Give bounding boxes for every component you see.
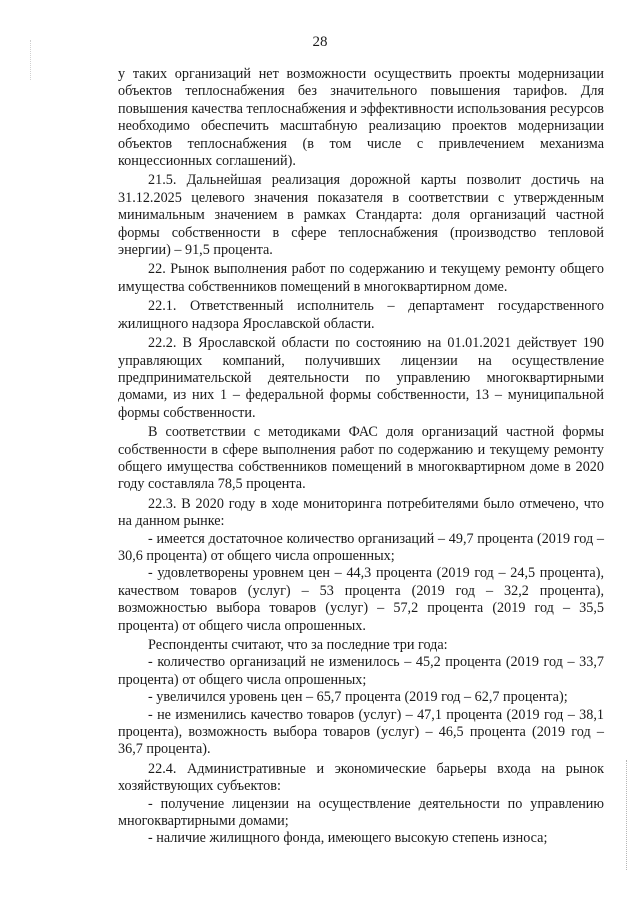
list-item: - имеется достаточное количество организаций – 49,7 процента (2019 год – 30,6 процента) от общего числа опрошенных; xyxy=(118,530,604,564)
paragraph: 21.5. Дальнейшая реализация дорожной карты позволит достичь на 31.12.2025 целевого значения показателя в соответствии с утвержденным минимальным значением в рамках Стандарта: доля организаций частной формы собственности в сфере теплоснабжения (производство тепловой энергии) – 91,5 процента. xyxy=(118,172,604,259)
paragraph: у таких организаций нет возможности осуществить проекты модернизации объектов теплоснабжения без значительного повышения тарифов. Для повышения качества теплоснабжения и эффективности использования ресурсов необходимо обеспечить масштабную реализацию проектов модернизации объектов теплоснабжения (в том числе с привлечением механизма концессионных соглашений). xyxy=(118,66,604,170)
paragraph: 22.2. В Ярославской области по состоянию на 01.01.2021 действует 190 управляющих компаний, получивших лицензии на осуществление предпринимательской деятельности по управлению многоквартирными домами, из них 1 – федеральной формы собственности, 13 – муниципальной формы собственности. xyxy=(118,335,604,421)
paragraph: 22. Рынок выполнения работ по содержанию и текущему ремонту общего имущества собственников помещений в многоквартирном доме. xyxy=(118,261,604,295)
list-item: - не изменились качество товаров (услуг) – 47,1 процента (2019 год – 38,1 процента), возможность выбора товаров (услуг) – 46,5 процента (2019 год – 36,7 процента). xyxy=(118,706,604,758)
document-body xyxy=(118,66,604,848)
paragraph: Респонденты считают, что за последние три года: xyxy=(148,637,448,653)
paragraph: 22.1. Ответственный исполнитель – департамент государственного жилищного надзора Ярославской области. xyxy=(118,298,604,332)
list-item: - наличие жилищного фонда, имеющего высокую степень износа; xyxy=(148,830,548,847)
list-item: - получение лицензии на осуществление деятельности по управлению многоквартирными домами; xyxy=(118,795,604,830)
scan-artifact xyxy=(626,760,628,870)
paragraph: 22.4. Административные и экономические барьеры входа на рынок хозяйствующих субъектов: xyxy=(118,760,604,795)
list-item: - увеличился уровень цен – 65,7 процента (2019 год – 62,7 процента); xyxy=(148,689,568,706)
paragraph: 22.3. В 2020 году в ходе мониторинга потребителями было отмечено, что на данном рынке: xyxy=(118,495,604,530)
paragraph: В соответствии с методиками ФАС доля организаций частной формы собственности в сфере выполнения работ по содержанию и текущему ремонту общего имущества собственников помещений в многоквартирном доме в 2020 году составляла 78,5 процента. xyxy=(118,424,604,493)
page-number: 28 xyxy=(312,34,328,50)
list-item: - удовлетворены уровнем цен – 44,3 процента (2019 год – 24,5 процента), качеством товаров (услуг) – 53 процента (2019 год – 32,2 процента), возможностью выбора товаров (услуг) – 57,2 процента (2019 год – 35,5 процента) от общего числа опрошенных. xyxy=(118,565,604,634)
list-item: - количество организаций не изменилось – 45,2 процента (2019 год – 33,7 процента) от общего числа опрошенных; xyxy=(118,654,604,688)
